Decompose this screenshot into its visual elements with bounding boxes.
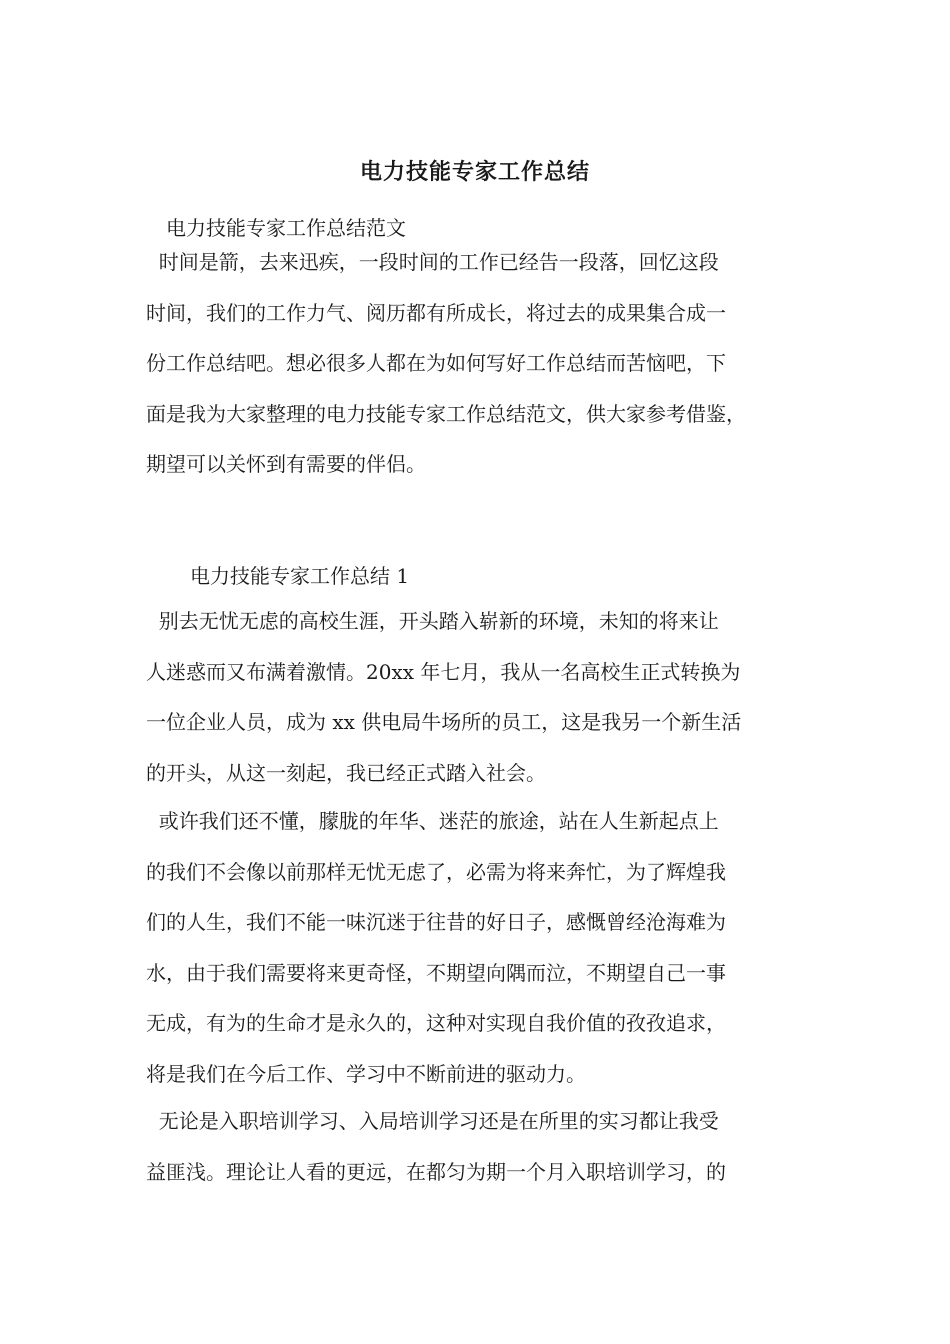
- intro-paragraph: [146, 237, 826, 490]
- text-line: 的我们不会像以前那样无忧无虑了，必需为将来奔忙，为了辉煌我: [146, 859, 726, 884]
- text-line: 益匪浅。理论让人看的更远，在都匀为期一个月入职培训学习，的: [146, 1159, 726, 1184]
- text-line: 们的人生，我们不能一味沉迷于往昔的好日子，感慨曾经沧海难为: [146, 910, 726, 934]
- text-line: 无论是入职培训学习、入局培训学习还是在所里的实习都让我受: [146, 1109, 719, 1133]
- paragraph-1: [146, 596, 826, 798]
- text-line: 一位企业人员，成为 xx 供电局牛场所的员工，这是我另一个新生活: [146, 710, 742, 734]
- document-subtitle: 电力技能专家工作总结范文: [166, 216, 406, 240]
- text-line: 面是我为大家整理的电力技能专家工作总结范文，供大家参考借鉴，: [146, 401, 746, 426]
- text-line: 期望可以关怀到有需要的伴侣。: [146, 452, 426, 476]
- text-line: 人迷惑而又布满着激情。20xx 年七月，我从一名高校生正式转换为: [146, 659, 741, 684]
- text-line: 的开头，从这一刻起，我已经正式踏入社会。: [146, 760, 546, 785]
- paragraph-3: [146, 1096, 826, 1197]
- text-line: 时间，我们的工作力气、阅历都有所成长，将过去的成果集合成一: [146, 300, 726, 325]
- text-line: 将是我们在今后工作、学习中不断前进的驱动力。: [146, 1061, 586, 1086]
- text-line: 时间是箭，去来迅疾，一段时间的工作已经告一段落，回忆这段: [146, 250, 719, 274]
- text-line: 水，由于我们需要将来更奇怪，不期望向隅而泣，不期望自己一事: [146, 960, 726, 985]
- text-line: 份工作总结吧。想必很多人都在为如何写好工作总结而苦恼吧，下: [146, 351, 726, 375]
- text-line: 别去无忧无虑的高校生涯，开头踏入崭新的环境，未知的将来让: [146, 609, 719, 633]
- text-line: 无成，有为的生命才是永久的，这种对实现自我价值的孜孜追求，: [146, 1011, 726, 1035]
- document-title: 电力技能专家工作总结: [359, 159, 590, 185]
- paragraph-2: [146, 796, 826, 1099]
- text-line: 或许我们还不懂，朦胧的年华、迷茫的旅途，站在人生新起点上: [146, 809, 719, 833]
- section-heading: 电力技能专家工作总结 1: [190, 564, 410, 588]
